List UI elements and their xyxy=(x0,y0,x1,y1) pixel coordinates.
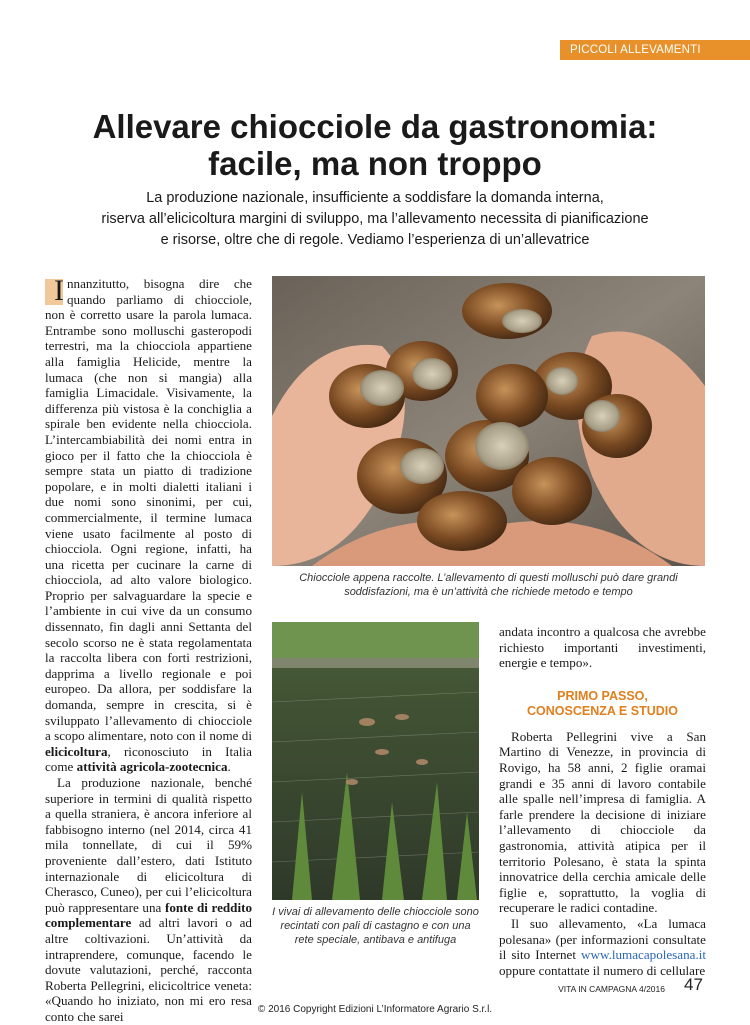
copyright-notice: © 2016 Copyright Edizioni L’Informatore Agrario S.r.l. xyxy=(257,1004,493,1015)
photo-caption-main: Chiocciole appena raccolte. L’allevamento di questi molluschi può dare grandi soddisfazioni, ma è un’attività che richiede metodo e tempo xyxy=(299,572,678,598)
paragraph-intro: I nnanzitutto, bisogna dire che quando parliamo di chiocciole, non è corretto usare la parola lumaca. Entrambe sono molluschi gasteropodi terrestri, ma la chiocciola appartiene alla famiglia Helicide, mentre la lumaca (che non si mangia) alla famiglia Limacidale. Visivamente, la differenza più vistosa è la conchiglia a spirale ben evidente nella chiocciola. L’intercambiabilità dei nomi entra in gioco per il fatto che la chiocciola è sempre stata un piatto di tradizione popolare, e in molti dialetti italiani i due nomi sono sinonimi, per cui, commercialmente, il termine lumaca viene usato facilmente al posto di chiocciola. Ogni regione, infatti, ha una ricetta per cucinare la carne di chiocciola, ad alto valore biologico. Proprio per salvaguardare la specie e l’ambiente in cui vive da un consumo dissennato, fin dagli anni Settanta del secolo scorso ne è stata regolamentata la raccolta libera con forti restrizioni, dapprima a livello regionale e poi europeo. Da allora, per soddisfare la domanda, sempre in crescita, si è sviluppato l’allevamento di chiocciole a scopo alimentare, noto con il nome di elicicoltura, riconosciuto in Italia come attività agricola-zootecnica. xyxy=(45,274,252,775)
paragraph-farm: Il suo allevamento, «La lumaca polesana» (per informazioni consultate il sito Internet www.lumacapolesana.it oppure contattate il numero di cellulare xyxy=(499,915,706,978)
section-heading: PRIMO PASSO, CONOSCENZA E STUDIO xyxy=(527,688,678,718)
enclosure-image xyxy=(272,622,479,900)
page-number: 47 xyxy=(684,975,703,994)
subtitle-line-2: riserva all’elicicoltura margini di sviluppo, ma l’allevamento necessita di pianificazione xyxy=(101,211,649,227)
bold-elicicoltura: elicicoltura xyxy=(45,743,108,759)
breeding-pen-photo xyxy=(272,622,479,900)
subtitle-line-3: e risorse, oltre che di regole. Vediamo l’esperienza di un’allevatrice xyxy=(160,232,590,248)
subtitle-line-1: La produzione nazionale, insufficiente a soddisfare la domanda interna, xyxy=(146,190,604,206)
article-subtitle xyxy=(90,188,660,251)
snails-in-hands-image xyxy=(272,276,705,566)
column-right xyxy=(499,624,706,978)
bold-fonte-reddito: fonte di reddito complementare xyxy=(45,899,253,931)
snails-photo xyxy=(272,276,705,566)
title-line-1: Allevare chiocciole da gastronomia: xyxy=(92,108,658,145)
website-link[interactable]: www.lumacapolesana.it xyxy=(581,947,706,963)
article-title xyxy=(0,108,750,182)
bold-attivita: attività agricola-zootecnica xyxy=(76,759,228,775)
section-tag: PICCOLI ALLEVAMENTI xyxy=(560,40,750,60)
magazine-issue: VITA IN CAMPAGNA 4/2016 xyxy=(558,984,665,994)
paragraph-production: La produzione nazionale, benché superiore in termini di qualità rispetto a quella straniera, è ancora inferiore al fabbisogno interno (nel 2014, circa 41 mila tonnellate, di cui il 59% proveniente dall’estero, dati Istituto internazionale di elicicoltura di Cherasco, Cuneo), per cui l’elicicoltura può rappresentare una fonte di reddito complementare ad altri lavori o ad altre coltivazioni. Un’attività da intraprendere, comunque, facendo le dovute valutazioni, perché, racconta Roberta Pellegrini, elicicoltrice veneta: «Quando ho iniziato, non mi ero resa conto che sarei xyxy=(45,775,253,1024)
paragraph-roberta: Roberta Pellegrini vive a San Martino di Venezze, in provincia di Rovigo, ha 58 anni, 2 figlie oramai grandi e 35 anni di lavoro contabile alle spalle nell’impresa di famiglia. A farle prendere la decisione di iniziare l’allevamento di chiocciole da gastronomia, attività atipica per il territorio Polesano, è stata la spinta innovatrice della cerchia amicale delle figlie e, soprattutto, la voglia di recuperare le radici contadine. xyxy=(499,728,706,916)
column-left xyxy=(45,274,253,1024)
photo-caption-side: I vivai di allevamento delle chiocciole sono recintati con pali di castagno e con una rete speciale, antibava e antifuga xyxy=(272,906,479,946)
drop-cap: I xyxy=(45,279,63,305)
title-line-2: facile, ma non troppo xyxy=(208,145,542,182)
paragraph-continuation: andata incontro a qualcosa che avrebbe richiesto importanti investimenti, energie e tempo». xyxy=(499,624,706,671)
